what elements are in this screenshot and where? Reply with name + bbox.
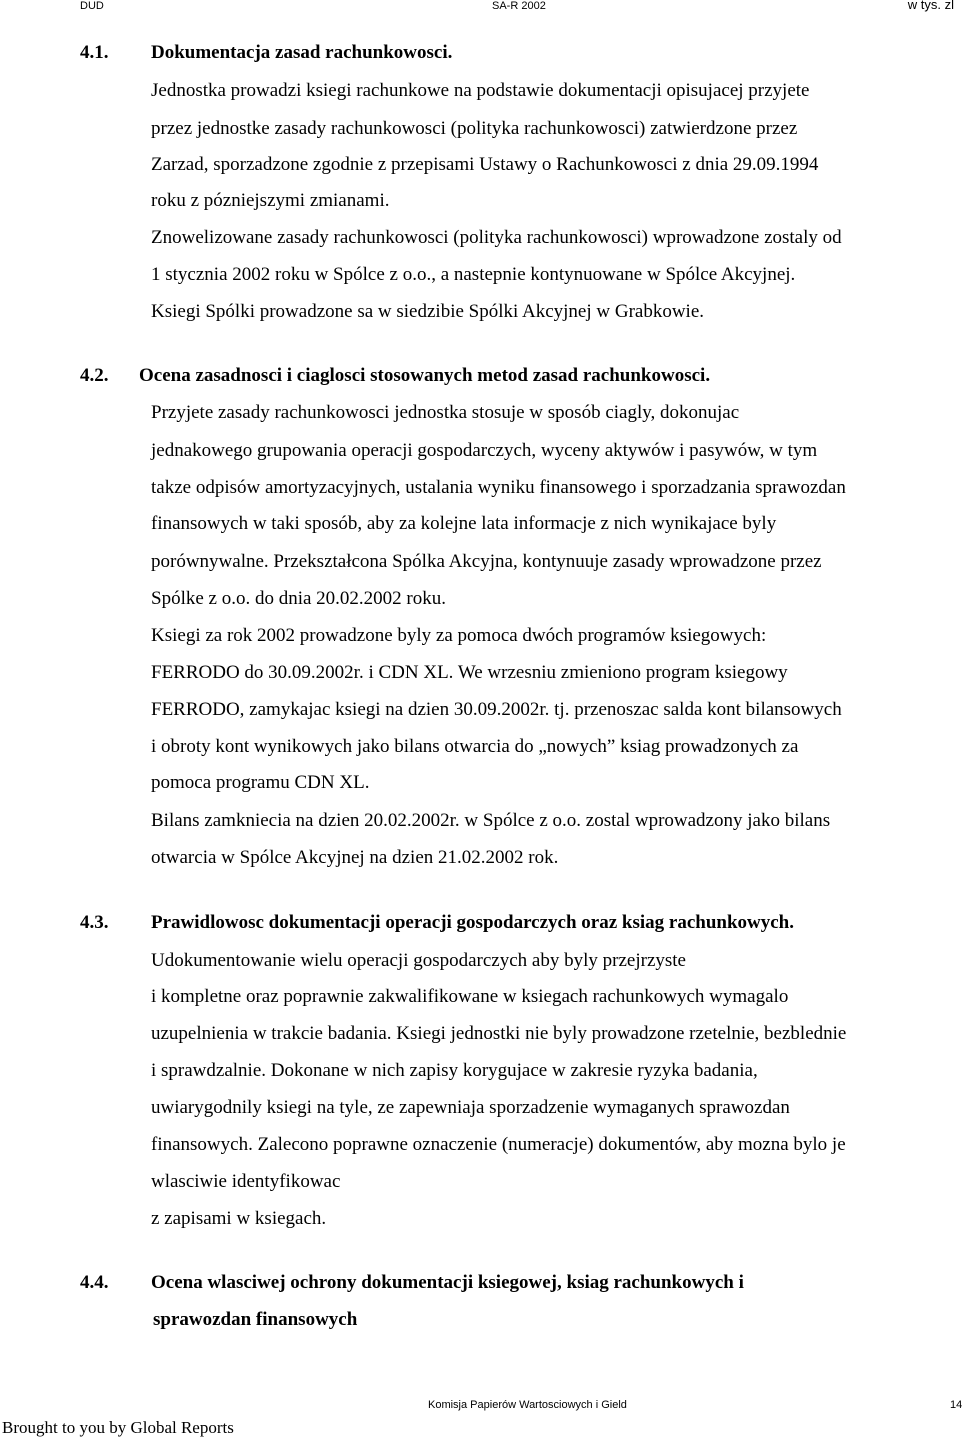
paragraph-line: i obroty kont wynikowych jako bilans otwarcia do „nowych” ksiag prowadzonych za (151, 736, 799, 757)
paragraph-line: takze odpisów amortyzacyjnych, ustalania wyniku finansowego i sporzadzania sprawozdan (151, 477, 846, 498)
paragraph-line: Przyjete zasady rachunkowosci jednostka stosuje w sposób ciagly, dokonujac (151, 402, 740, 423)
paragraph-line: Bilans zamkniecia na dzien 20.02.2002r. w Spólce z o.o. zostal wprowadzony jako bilans (151, 810, 831, 831)
paragraph-line: uwiarygodnily ksiegi na tyle, ze zapewniaja sporzadzenie wymaganych sprawozdan (151, 1097, 790, 1118)
paragraph-line: roku z pózniejszymi zmianami. (151, 190, 390, 211)
page-number: 14 (950, 1399, 962, 1411)
paragraph-line: finansowych w taki sposób, aby za kolejne lata informacje z nich wynikajace byly (151, 513, 777, 534)
section-title: Dokumentacja zasad rachunkowosci. (151, 42, 453, 63)
section-title-continued: sprawozdan finansowych (153, 1309, 358, 1330)
section-title: Ocena wlasciwej ochrony dokumentacji ksiegowej, ksiag rachunkowych i (151, 1272, 744, 1293)
paragraph-line: porównywalne. Przekształcona Spólka Akcyjna, kontynuuje zasady wprowadzone przez (151, 551, 822, 572)
paragraph-line: FERRODO do 30.09.2002r. i CDN XL. We wrzesniu zmieniono program ksiegowy (151, 662, 788, 683)
source-credit: Brought to you by Global Reports (2, 1418, 234, 1437)
paragraph-line: uzupelnienia w trakcie badania. Ksiegi jednostki nie byly prowadzone rzetelnie, bezblednie (151, 1023, 847, 1044)
section-number: 4.2. (80, 365, 109, 386)
section-number: 4.4. (80, 1272, 109, 1293)
paragraph-line: i sprawdzalnie. Dokonane w nich zapisy korygujace w zakresie ryzyka badania, (151, 1060, 758, 1081)
paragraph-line: i kompletne oraz poprawnie zakwalifikowane w ksiegach rachunkowych wymagalo (151, 986, 789, 1007)
section-number: 4.1. (80, 42, 109, 63)
header-center: SA-R 2002 (492, 0, 546, 12)
paragraph-line: wlasciwie identyfikowac (151, 1171, 341, 1192)
paragraph-line: Ksiegi Spólki prowadzone sa w siedzibie Spólki Akcyjnej w Grabkowie. (151, 301, 705, 322)
paragraph-line: Zarzad, sporzadzone zgodnie z przepisami Ustawy o Rachunkowosci z dnia 29.09.1994 (151, 154, 819, 175)
paragraph-line: Ksiegi za rok 2002 prowadzone byly za pomoca dwóch programów ksiegowych: (151, 625, 767, 646)
paragraph-line: jednakowego grupowania operacji gospodarczych, wyceny aktywów i pasywów, w tym (151, 440, 818, 461)
header-left: DUD (80, 0, 104, 12)
paragraph-line: FERRODO, zamykajac ksiegi na dzien 30.09.2002r. tj. przenoszac salda kont bilansowych (151, 699, 842, 720)
paragraph-line: otwarcia w Spólce Akcyjnej na dzien 21.02.2002 rok. (151, 847, 559, 868)
paragraph-line: Jednostka prowadzi ksiegi rachunkowe na podstawie dokumentacji opisujacej przyjete (151, 80, 810, 101)
paragraph-line: z zapisami w ksiegach. (151, 1208, 327, 1229)
paragraph-line: Udokumentowanie wielu operacji gospodarczych aby byly przejrzyste (151, 950, 686, 971)
paragraph-line: Znowelizowane zasady rachunkowosci (polityka rachunkowosci) wprowadzone zostaly od (151, 227, 842, 248)
section-title: Prawidlowosc dokumentacji operacji gospodarczych oraz ksiag rachunkowych. (151, 912, 794, 933)
paragraph-line: 1 stycznia 2002 roku w Spólce z o.o., a nastepnie kontynuowane w Spólce Akcyjnej. (151, 264, 796, 285)
paragraph-line: pomoca programu CDN XL. (151, 772, 370, 793)
section-title: Ocena zasadnosci i ciaglosci stosowanych metod zasad rachunkowosci. (139, 365, 711, 386)
paragraph-line: przez jednostke zasady rachunkowosci (polityka rachunkowosci) zatwierdzone przez (151, 118, 798, 139)
footer-publisher: Komisja Papierów Wartosciowych i Gield (428, 1399, 627, 1411)
paragraph-line: finansowych. Zalecono poprawne oznaczenie (numeracje) dokumentów, aby mozna bylo je (151, 1134, 846, 1155)
paragraph-line: Spólke z o.o. do dnia 20.02.2002 roku. (151, 588, 447, 609)
section-number: 4.3. (80, 912, 109, 933)
header-units: w tys. zl (907, 0, 954, 12)
